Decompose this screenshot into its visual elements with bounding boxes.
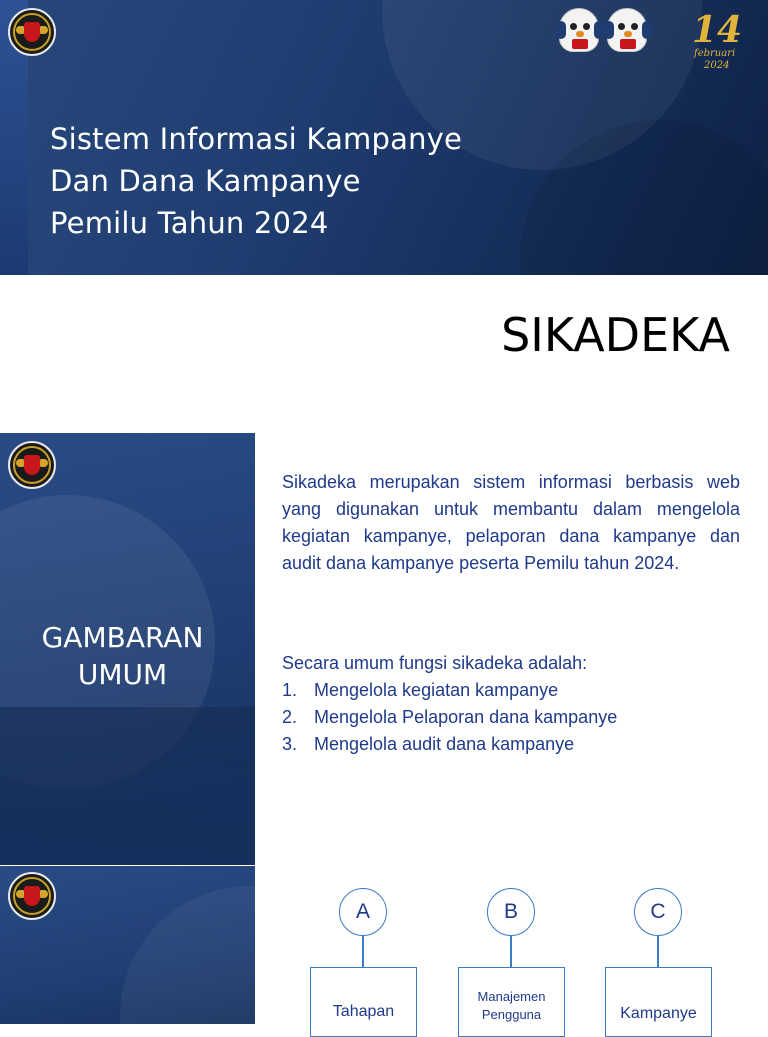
fungsi-intro: Secara umum fungsi sikadeka adalah:	[282, 653, 588, 673]
node-b-label-line: Pengguna	[481, 1007, 542, 1022]
fungsi-list	[282, 650, 740, 758]
node-a-box	[310, 967, 417, 1037]
list-item-number: 1.	[282, 680, 298, 700]
list-item-text: Mengelola Pelaporan dana kampanye	[314, 707, 618, 727]
title-line: Sistem Informasi Kampanye	[50, 122, 463, 156]
node-b-connector	[510, 936, 512, 968]
slide-title	[50, 118, 462, 244]
list-item-text: Mengelola audit dana kampanye	[314, 734, 575, 754]
date-year: 2024	[704, 60, 730, 71]
list-item-text: Mengelola kegiatan kampanye	[314, 680, 559, 700]
node-c-box	[605, 967, 712, 1037]
node-b-box	[458, 967, 565, 1037]
list-item	[282, 704, 740, 731]
kpu-logo-icon	[8, 872, 56, 920]
section-side-panel	[0, 866, 255, 1024]
node-c-label: Kampanye	[620, 1005, 697, 1022]
election-date-badge	[688, 8, 748, 78]
title-line: Dan Dana Kampanye	[50, 164, 361, 198]
node-b-circle: B	[487, 888, 535, 936]
node-c-connector	[657, 936, 659, 968]
list-item	[282, 731, 740, 758]
section-title	[0, 619, 245, 693]
node-c-circle: C	[634, 888, 682, 936]
date-month: februari	[694, 48, 736, 59]
section-title-line: GAMBARAN	[41, 621, 204, 654]
section-title-line: UMUM	[77, 658, 168, 691]
title-slide-banner	[0, 0, 768, 275]
panel-decor-circle	[120, 886, 255, 1024]
list-item-number: 2.	[282, 707, 298, 727]
node-b-label-line: Manajemen	[477, 989, 546, 1004]
panel-lower-band	[0, 707, 255, 865]
list-item-number: 3.	[282, 734, 298, 754]
kpu-logo-icon	[8, 8, 56, 56]
node-a-circle: A	[339, 888, 387, 936]
mascots-icon	[555, 6, 655, 56]
node-a-connector	[362, 936, 364, 968]
sikadeka-heading: SIKADEKA	[501, 308, 730, 362]
date-number: 14	[692, 9, 743, 51]
description-paragraph: Sikadeka merupakan sistem informasi berbasis web yang digunakan untuk membantu dalam mengelola kegiatan kampanye, pelaporan dana kampanye dan audit dana kampanye peserta Pemilu tahun 2024.	[282, 472, 740, 573]
section-side-panel	[0, 433, 255, 865]
list-item	[282, 677, 740, 704]
kpu-logo-icon	[8, 441, 56, 489]
title-line: Pemilu Tahun 2024	[50, 206, 329, 240]
node-a-label: Tahapan	[332, 1003, 395, 1020]
